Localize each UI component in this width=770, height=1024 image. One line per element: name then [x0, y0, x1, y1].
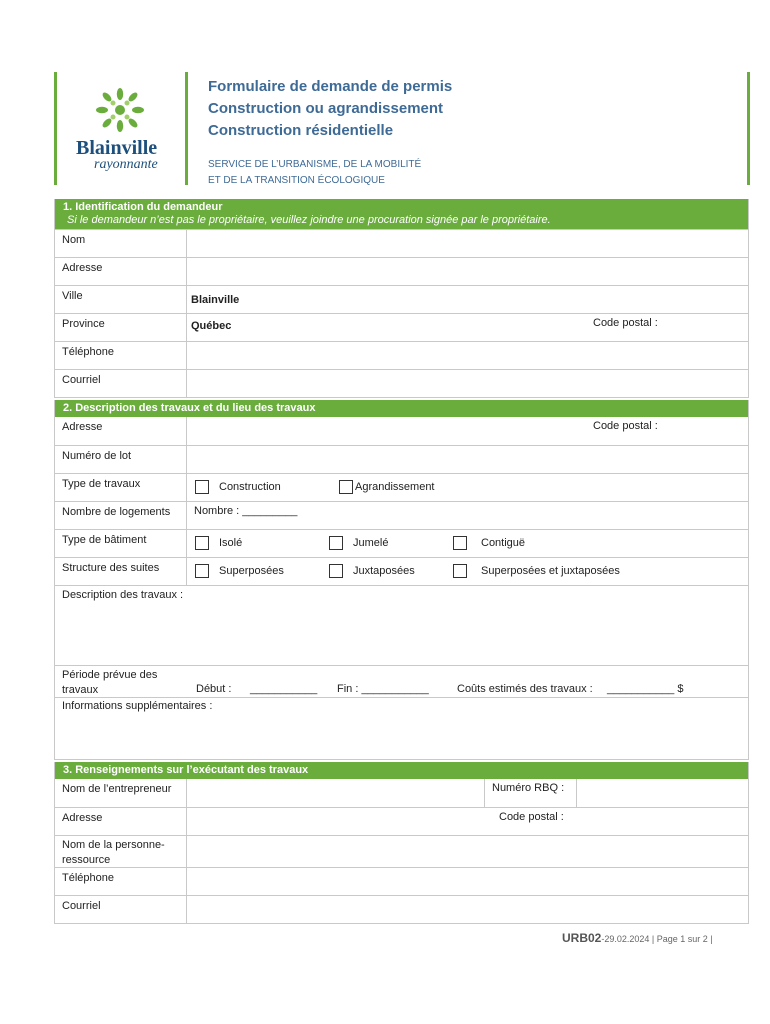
checkbox-juxtaposees[interactable] [329, 564, 343, 578]
label-structure-suites: Structure des suites [55, 558, 187, 585]
logo [76, 86, 170, 172]
row-type-travaux [55, 473, 748, 501]
field-ville[interactable] [187, 286, 748, 313]
service-name [208, 157, 421, 189]
label-type-batiment: Type de bâtiment [55, 530, 187, 557]
service-line-2: ET DE LA TRANSITION ÉCOLOGIQUE [208, 175, 385, 186]
logo-name: Blainville [76, 137, 158, 159]
label-superposees-juxtaposees: Superposées et juxtaposées [481, 565, 620, 577]
label-personne-line-1: Nom de la personne- [62, 839, 165, 851]
field-nom[interactable] [187, 230, 748, 257]
row-numero-lot [55, 445, 748, 473]
label-description: Description des travaux : [62, 589, 184, 601]
section-2-title: 2. Description des travaux et du lieu des travaux [63, 402, 316, 414]
title-line-3: Construction résidentielle [208, 122, 394, 139]
row-courriel-entrepreneur [55, 895, 748, 923]
form-title [208, 76, 452, 142]
page-footer [562, 931, 713, 945]
section-1-title: 1. Identification du demandeur [63, 201, 223, 213]
option-jumele[interactable] [329, 536, 388, 550]
label-type-travaux: Type de travaux [55, 474, 187, 501]
field-adresse[interactable] [187, 258, 748, 285]
field-debut[interactable]: ___________ [250, 683, 318, 695]
label-periode-line-1: Période prévue des [62, 669, 158, 681]
label-province: Province [55, 314, 187, 341]
label-debut: Début : [196, 683, 232, 695]
row-type-batiment [55, 529, 748, 557]
row-infos[interactable] [55, 697, 748, 759]
row-adresse [55, 257, 748, 285]
section-applicant [54, 199, 749, 398]
field-entrepreneur[interactable] [187, 779, 485, 807]
label-adresse: Adresse [55, 258, 187, 285]
nombre-blank: Nombre : _________ [194, 505, 298, 517]
logo-subtitle: rayonnante [94, 157, 158, 172]
form-date: -29.02.2024 [601, 934, 650, 944]
label-telephone: Téléphone [55, 342, 187, 369]
row-personne-ressource [55, 835, 748, 867]
page-number: | Page 1 sur 2 | [649, 934, 713, 944]
label-code-postal-entrepreneur: Code postal : [499, 811, 564, 823]
section-work-description [54, 400, 749, 760]
label-code-postal-travaux: Code postal : [593, 420, 658, 432]
label-personne-ressource [55, 836, 187, 867]
label-rbq: Numéro RBQ : [485, 779, 577, 807]
checkbox-isole[interactable] [195, 536, 209, 550]
row-entrepreneur [55, 779, 748, 807]
field-personne-ressource[interactable] [187, 836, 748, 867]
label-nom: Nom [55, 230, 187, 257]
field-adresse-entrepreneur[interactable] [187, 808, 748, 835]
form-code: URB02 [562, 931, 602, 945]
field-couts[interactable]: ___________ $ [607, 683, 684, 695]
sunburst-logo-icon [94, 86, 146, 134]
row-ville [55, 285, 748, 313]
field-nombre-logements[interactable] [187, 502, 748, 529]
row-adresse-entrepreneur [55, 807, 748, 835]
label-adresse-travaux: Adresse [55, 417, 187, 445]
checkbox-construction[interactable] [195, 480, 209, 494]
label-contigue: Contiguë [481, 537, 526, 549]
label-ville: Ville [55, 286, 187, 313]
checkbox-superposees[interactable] [195, 564, 209, 578]
row-adresse-travaux [55, 417, 748, 445]
label-telephone-entrepreneur: Téléphone [55, 868, 187, 895]
label-periode [55, 666, 187, 697]
field-telephone-entrepreneur[interactable] [187, 868, 748, 895]
row-nom [55, 229, 748, 257]
province-value: Québec [191, 320, 232, 332]
ville-value: Blainville [191, 294, 240, 306]
section-2-header [55, 400, 748, 417]
row-courriel [55, 369, 748, 397]
option-construction[interactable] [195, 480, 281, 494]
header-bar-left [54, 72, 57, 185]
checkbox-jumele[interactable] [329, 536, 343, 550]
service-line-1: SERVICE DE L’URBANISME, DE LA MOBILITÉ [208, 159, 422, 170]
section-contractor [54, 762, 749, 924]
label-isole: Isolé [219, 537, 243, 549]
label-couts: Coûts estimés des travaux : [457, 683, 593, 695]
field-rbq[interactable] [577, 779, 748, 807]
field-courriel-entrepreneur[interactable] [187, 896, 748, 923]
title-line-2: Construction ou agrandissement [208, 100, 444, 117]
section-3-title: 3. Renseignements sur l’exécutant des travaux [63, 764, 309, 776]
checkbox-contigue[interactable] [453, 536, 467, 550]
row-periode [55, 665, 748, 697]
label-personne-line-2: ressource [62, 854, 111, 866]
header-bar-right [747, 72, 750, 185]
label-adresse-entrepreneur: Adresse [55, 808, 187, 835]
section-1-note: Si le demandeur n’est pas le propriétaire, veuillez joindre une procuration signée par le propriétaire. [67, 214, 551, 226]
field-province[interactable] [187, 314, 748, 341]
row-province [55, 313, 748, 341]
label-code-postal: Code postal : [593, 317, 658, 329]
label-courriel-entrepreneur: Courriel [55, 896, 187, 923]
row-telephone-entrepreneur [55, 867, 748, 895]
option-agrandissement[interactable] [339, 480, 435, 494]
option-juxtaposees[interactable] [329, 564, 415, 578]
label-construction: Construction [219, 481, 281, 493]
option-contigue[interactable] [453, 536, 525, 550]
label-superposees: Superposées [219, 565, 284, 577]
field-fin[interactable]: Fin : ___________ [337, 683, 429, 695]
checkbox-superposees-juxtaposees[interactable] [453, 564, 467, 578]
field-courriel[interactable] [187, 370, 748, 397]
label-nombre-logements: Nombre de logements [55, 502, 187, 529]
label-jumele: Jumelé [353, 537, 389, 549]
field-adresse-travaux[interactable] [187, 417, 748, 445]
field-numero-lot[interactable] [187, 446, 748, 473]
field-telephone[interactable] [187, 342, 748, 369]
label-juxtaposees: Juxtaposées [353, 565, 415, 577]
option-superposees-juxtaposees[interactable] [453, 564, 620, 578]
label-periode-line-2: travaux [62, 684, 99, 696]
row-structure-suites [55, 557, 748, 585]
checkbox-agrandissement[interactable] [339, 480, 353, 494]
header-bar-middle [185, 72, 188, 185]
row-telephone [55, 341, 748, 369]
label-courriel: Courriel [55, 370, 187, 397]
label-numero-lot: Numéro de lot [55, 446, 187, 473]
title-line-1: Formulaire de demande de permis [208, 78, 453, 95]
option-superposees[interactable] [195, 564, 284, 578]
row-nombre-logements [55, 501, 748, 529]
label-agrandissement: Agrandissement [355, 481, 435, 493]
section-3-header [55, 762, 748, 779]
label-infos: Informations supplémentaires : [62, 700, 213, 712]
section-1-header [55, 199, 748, 229]
label-entrepreneur: Nom de l’entrepreneur [55, 779, 187, 807]
row-description[interactable] [55, 585, 748, 665]
option-isole[interactable] [195, 536, 242, 550]
